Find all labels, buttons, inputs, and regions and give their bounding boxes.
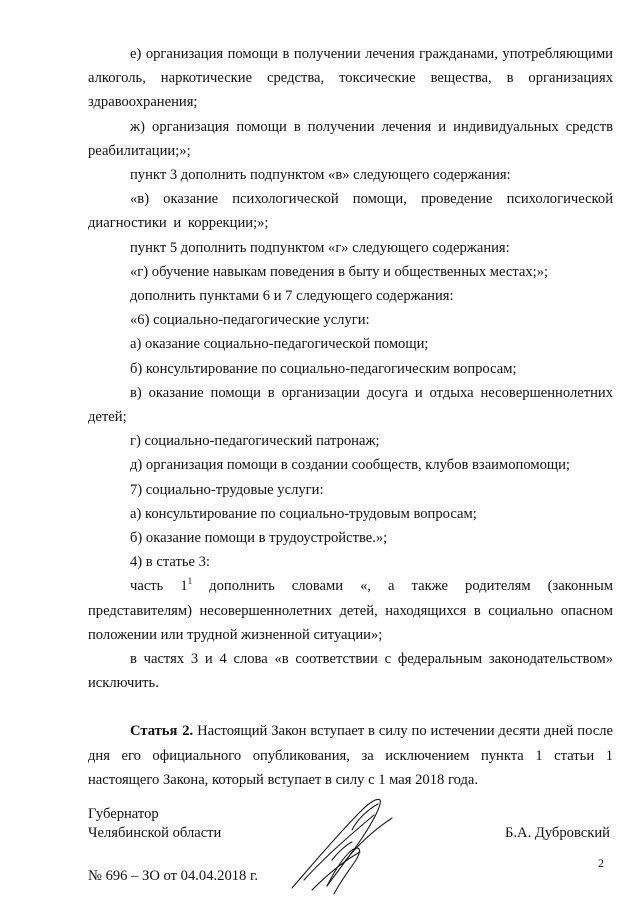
paragraph-6b: б) консультирование по социально-педагогическим вопросам;: [130, 360, 517, 377]
position-line-1: Губернатор: [88, 806, 159, 822]
paragraph-e: е) организация помощи в получении лечения гражданами, употребляющими алкоголь, наркотические средства, токсические вещества, в организациях здравоохранения;: [88, 46, 613, 111]
document-number: № 696 – ЗО от 04.04.2018 г.: [88, 868, 258, 884]
document-body: [88, 42, 613, 792]
paragraph-7: 7) социально-трудовые услуги:: [130, 481, 324, 498]
paragraph-add-6-7: дополнить пунктами 6 и 7 следующего содержания:: [130, 288, 454, 305]
article2-title: Статья 2.: [130, 723, 194, 740]
paragraph-6: «6) социально-педагогические услуги:: [130, 312, 370, 329]
paragraph-6g: г) социально-педагогический патронаж;: [130, 433, 380, 450]
paragraph-7a: а) консультирование по социально-трудовым вопросам;: [130, 505, 477, 522]
governor-name: Б.А. Дубровский: [505, 825, 610, 841]
paragraph-7b: б) оказание помощи в трудоустройстве.»;: [130, 530, 388, 547]
part11-after: дополнить словами «, а также родителям (законным представителям) несовершеннолетних детей, находящихся в социально опасном положении или трудной жизненной ситуации»;: [88, 578, 613, 643]
part11-before: часть 1: [130, 578, 188, 595]
paragraph-v: «в) оказание психологической помощи, проведение психологической диагностики и коррекции;»;: [88, 191, 613, 232]
page-number: 2: [598, 856, 604, 870]
article2-text: Настоящий Закон вступает в силу по истечении десяти дней после дня его официального опубликования, за исключением пункта 1 статьи 1 настоящего Закона, который вступает в силу с 1 мая 2018 года.: [88, 723, 613, 788]
paragraph-zh: ж) организация помощи в получении лечения и индивидуальных средств реабилитации;»;: [88, 118, 613, 159]
governor-position: [88, 805, 221, 843]
paragraph-article2: [88, 719, 613, 792]
paragraph-part11: [88, 574, 613, 647]
paragraph-point3: пункт 3 дополнить подпунктом «в» следующего содержания:: [130, 167, 511, 184]
position-line-2: Челябинской области: [88, 825, 222, 841]
paragraph-6a: а) оказание социально-педагогической помощи;: [130, 336, 429, 353]
paragraph-point5: пункт 5 дополнить подпунктом «г» следующего содержания:: [130, 239, 510, 256]
paragraph-exclude: в частях 3 и 4 слова «в соответствии с федеральным законодательством» исключить.: [88, 651, 613, 692]
paragraph-6d: д) организация помощи в создании сообществ, клубов взаимопомощи;: [130, 457, 570, 474]
paragraph-g: «г) обучение навыкам поведения в быту и общественных местах;»;: [130, 263, 549, 280]
paragraph-6v: в) оказание помощи в организации досуга и отдыха несовершеннолетних детей;: [88, 384, 613, 426]
paragraph-article3: 4) в статье 3:: [130, 554, 210, 571]
handwritten-signature: [282, 790, 402, 900]
spacer: [88, 695, 613, 719]
part11-superscript: 1: [187, 576, 193, 587]
